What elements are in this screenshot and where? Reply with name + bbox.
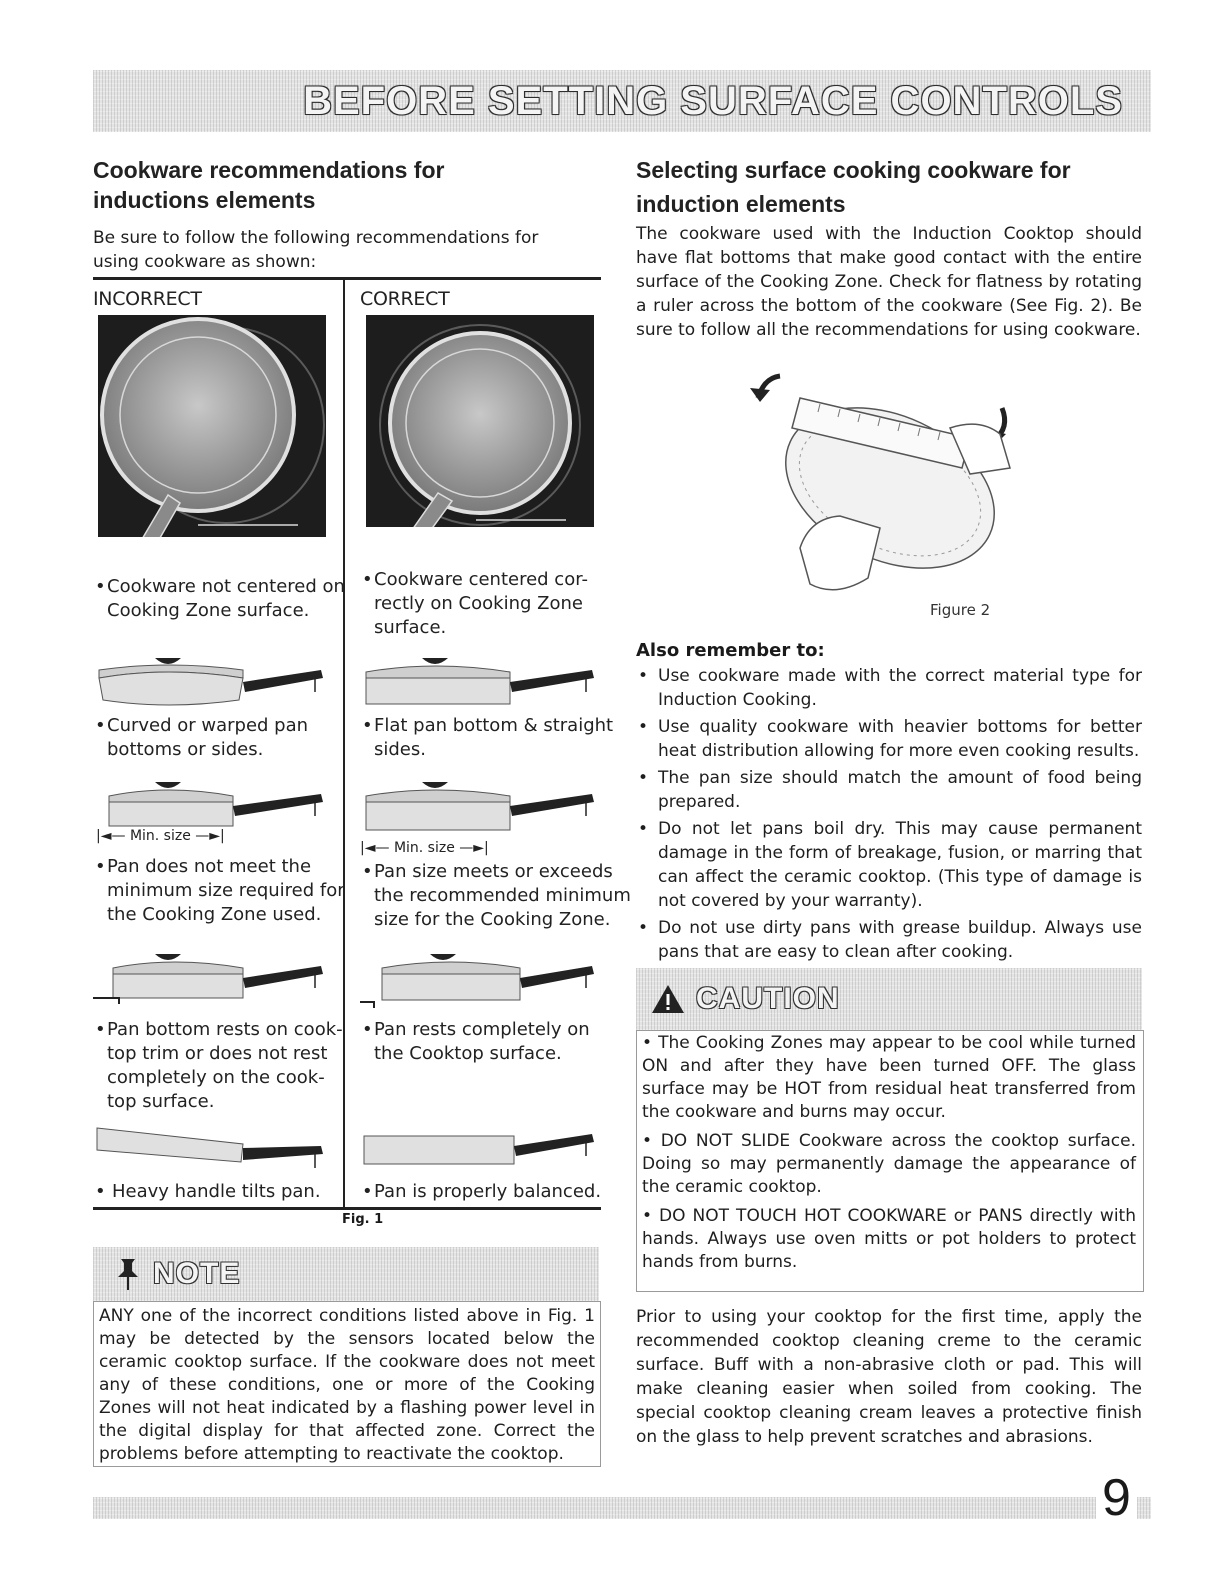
remember-item: • The pan size should match the amount of food being prepared. (636, 766, 1142, 814)
off-center-pan-image (98, 315, 326, 537)
incorrect-min-size: |◄— Min. size —►| (96, 828, 225, 844)
remember-item: • Do not use dirty pans with grease buildup. Always use pans that are easy to clean after cooking. (636, 916, 1142, 964)
note-header (93, 1247, 599, 1301)
header-band (93, 70, 1151, 132)
pan-on-cooktop-image (360, 948, 600, 1012)
ruler-flatness-illustration (740, 348, 1040, 618)
fig2-caption: Figure 2 (930, 601, 991, 619)
caution-item: • DO NOT SLIDE Cookware across the cooktop surface. Doing so may permanently damage the appearance of the ceramic cooktop. (642, 1131, 1136, 1197)
fig1-divider (343, 280, 345, 1207)
note-text: ANY one of the incorrect conditions listed above in Fig. 1 may be detected by the sensors located below the ceramic cooktop surface. If the cookware does not meet any of these conditions, one or more of the Cooking Zones will not heat indicated by a flashing power level in the digital display for that affected zone. Correct the problems before attempting to reactivate the cooktop. (99, 1306, 595, 1464)
fig1-top-rule (93, 277, 601, 280)
remember-list (636, 664, 1142, 967)
caution-header (636, 968, 1142, 1030)
left-heading-line1: Cookware recommendations for (93, 157, 445, 183)
incorrect-item-1: • Cookware not centered on Cooking Zone surface. (95, 576, 345, 621)
left-heading (93, 155, 444, 215)
correct-min-size: |◄— Min. size —►| (360, 840, 489, 856)
remember-item: • Use quality cookware with heavier bottoms for better heat distribution allowing for more even cooking results. (636, 715, 1142, 763)
incorrect-item-2: • Curved or warped pan bottoms or sides. (95, 715, 309, 760)
centered-pan-image (366, 315, 594, 527)
incorrect-pan-photo (98, 315, 326, 537)
pushpin-icon (113, 1257, 143, 1291)
caution-content (642, 1032, 1136, 1274)
tilted-pan-image (93, 1122, 328, 1172)
page-number: 9 (1096, 1468, 1137, 1528)
correct-item-1: • Cookware centered cor- rectly on Cooking Zone surface. (362, 569, 588, 638)
fig1-bottom-rule (93, 1207, 601, 1210)
warped-pan-image (93, 648, 328, 710)
incorrect-item-3: • Pan does not meet the minimum size required for the Cooking Zone used. (95, 856, 345, 925)
left-intro-line1: Be sure to follow the following recommendations for (93, 228, 539, 248)
also-remember-heading: Also remember to: (636, 640, 825, 661)
flat-pan-image (360, 648, 600, 710)
left-heading-line2: inductions elements (93, 187, 316, 213)
large-pan-image (360, 776, 600, 836)
correct-pan-photo (366, 315, 594, 527)
balanced-pan-image (360, 1122, 600, 1172)
incorrect-item-4: • Pan bottom rests on cook- top trim or does not rest completely on the cook- top surface. (95, 1019, 343, 1112)
closing-paragraph: Prior to using your cooktop for the first time, apply the recommended cooktop cleaning creme to the ceramic surface. Buff with a non-abrasive cloth or pad. This will make cleaning easier when soiled from cooking. The special cooktop cleaning cream leaves a protective finish on the glass to help prevent scratches and abrasions. (636, 1307, 1142, 1447)
left-intro-line2: using cookware as shown: (93, 252, 317, 272)
right-heading-line1: Selecting surface cooking cookware for (636, 157, 1071, 183)
right-heading (636, 155, 1071, 219)
correct-item-5: • Pan is properly balanced. (362, 1181, 602, 1202)
caution-label: CAUTION (696, 982, 840, 1015)
correct-item-4: • Pan rests completely on the Cooktop surface. (362, 1019, 590, 1064)
remember-item: • Use cookware made with the correct material type for Induction Cooking. (636, 664, 1142, 712)
correct-item-3: • Pan size meets or exceeds the recommended minimum size for the Cooking Zone. (362, 861, 631, 930)
right-heading-line2: induction elements (636, 191, 846, 217)
small-pan-image (93, 776, 328, 831)
footer-band (93, 1497, 1151, 1519)
correct-label: CORRECT (360, 288, 450, 310)
note-label: NOTE (153, 1257, 241, 1290)
fig1-caption: Fig. 1 (342, 1212, 384, 1227)
pan-on-trim-image (93, 948, 328, 1006)
warning-icon (650, 983, 686, 1015)
caution-item: • The Cooking Zones may appear to be cool while turned ON and after they have been turned OFF. The glass surface may be HOT from residual heat transferred from the cookware and burns may occur. (642, 1033, 1136, 1122)
correct-item-2: • Flat pan bottom & straight sides. (362, 715, 614, 760)
remember-item: • Do not let pans boil dry. This may cause permanent damage in the form of breakage, fusion, or marring that can affect the ceramic cooktop. (This type of damage is not covered by your warranty). (636, 817, 1142, 913)
left-intro (93, 226, 603, 274)
incorrect-item-5: • Heavy handle tilts pan. (95, 1181, 321, 1202)
page-title: BEFORE SETTING SURFACE CONTROLS (303, 78, 1123, 123)
right-intro: The cookware used with the Induction Cooktop should have flat bottoms that make good contact with the entire surface of the Cooking Zone. Check for flatness by rotating a ruler across the bottom of the cookware (See Fig. 2). Be sure to follow all the recommendations for using cookware. (636, 224, 1142, 340)
caution-item: • DO NOT TOUCH HOT COOKWARE or PANS directly with hands. Always use oven mitts or pot holders to protect hands from burns. (642, 1206, 1136, 1272)
incorrect-label: INCORRECT (93, 288, 202, 310)
